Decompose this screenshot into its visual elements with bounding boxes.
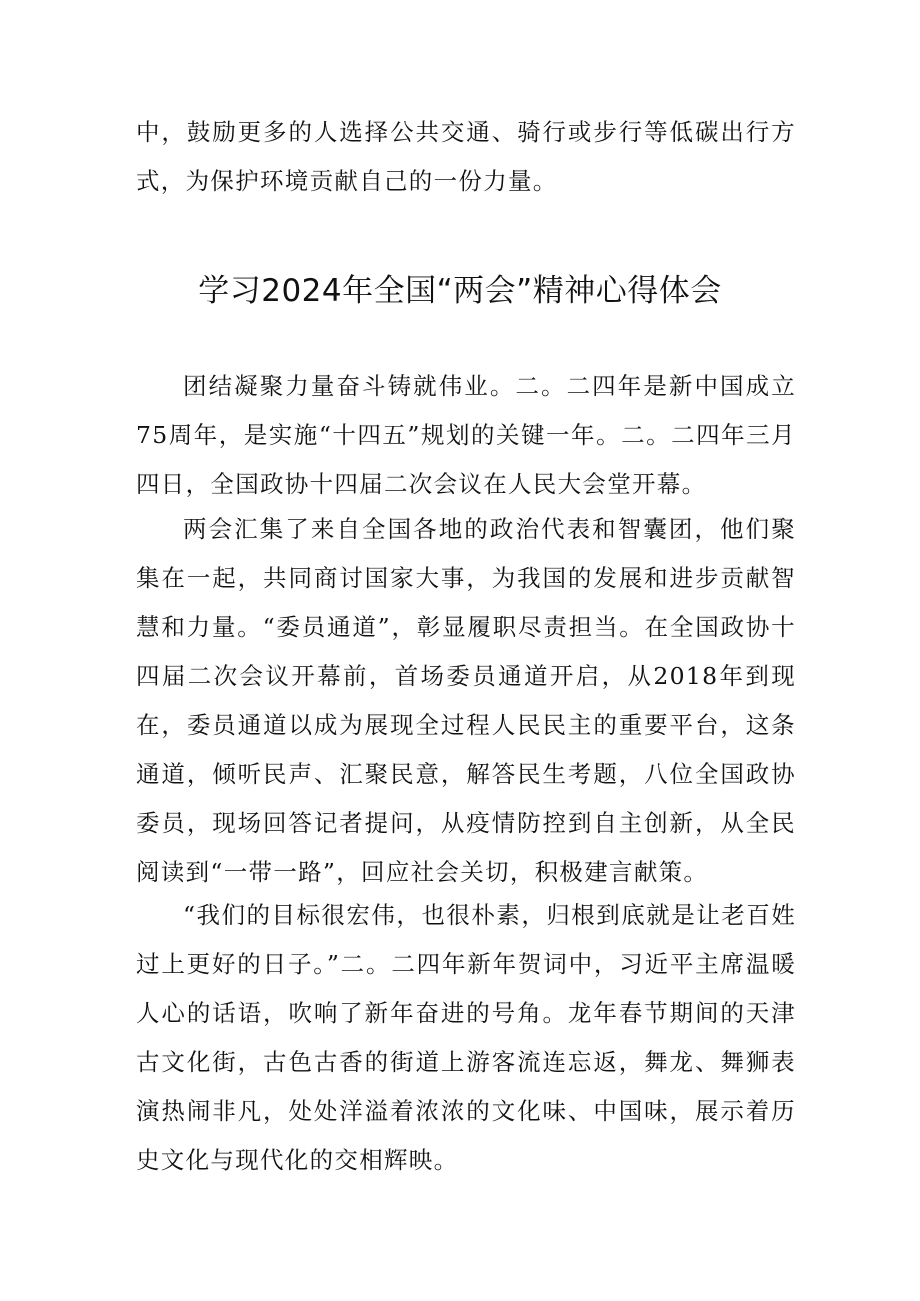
body-paragraph-1: 团结凝聚力量奋斗铸就伟业。二。二四年是新中国成立75周年，是实施“十四五”规划的关键一年。二。二四年三月四日，全国政协十四届二次会议在人民大会堂开幕。 xyxy=(136,372,796,498)
continued-paragraph: 中，鼓励更多的人选择公共交通、骑行或步行等低碳出行方式，为保护环境贡献自己的一份力量。 xyxy=(136,118,796,195)
document-title: 学习2024年全国“两会”精神心得体会 xyxy=(198,273,722,309)
body-paragraph-3: “我们的目标很宏伟，也很朴素，归根到底就是让老百姓过上更好的日子。”二。二四年新年贺词中，习近平主席温暖人心的话语，吹响了新年奋进的号角。龙年春节期间的天津古文化街，古色古香的街道上游客流连忘返，舞龙、舞狮表演热闹非凡，处处洋溢着浓浓的文化味、中国味，展示着历史文化与现代化的交相辉映。 xyxy=(136,901,796,1174)
body-paragraph-2: 两会汇集了来自全国各地的政治代表和智囊团，他们聚集在一起，共同商讨国家大事，为我国的发展和进步贡献智慧和力量。“委员通道”，彰显履职尽责担当。在全国政协十四届二次会议开幕前，首场委员通道开启，从2018年到现在，委员通道以成为展现全过程人民民主的重要平台，这条通道，倾听民声、汇聚民意，解答民生考题，八位全国政协委员，现场回答记者提问，从疫情防控到自主创新，从全民阅读到“一带一路”，回应社会关切，积极建言献策。 xyxy=(136,515,796,886)
